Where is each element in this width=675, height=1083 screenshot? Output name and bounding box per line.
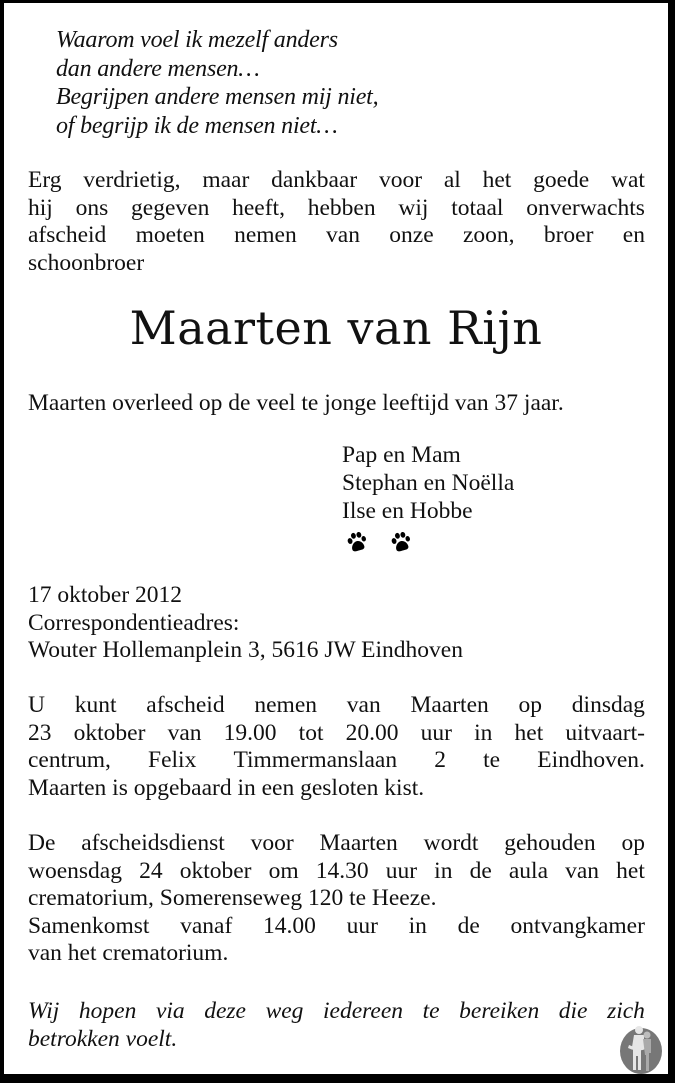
word: de xyxy=(457,912,480,939)
word: oktober xyxy=(73,719,146,746)
word: de xyxy=(469,857,492,884)
service-line: van het crematorium. xyxy=(28,940,229,966)
word: hopen xyxy=(78,998,137,1024)
word: gegeven xyxy=(131,194,210,221)
word: te xyxy=(422,998,440,1024)
word: het xyxy=(482,167,512,193)
correspondence-address: Wouter Hollemanplein 3, 5616 JW Eindhoven xyxy=(28,637,463,663)
age-paragraph xyxy=(28,390,645,418)
word: nemen xyxy=(234,222,297,248)
word: uur xyxy=(346,912,378,939)
closing-line: betrokken voelt. xyxy=(28,1025,178,1052)
embracing-figures-logo-icon xyxy=(616,1023,666,1075)
word: aula xyxy=(508,857,548,884)
word: centrum, xyxy=(28,747,111,773)
word: kunt xyxy=(74,692,117,718)
word: wat xyxy=(610,167,645,193)
word: verdrietig, xyxy=(83,167,181,193)
notice-date: 17 oktober 2012 xyxy=(28,582,183,608)
word: onze xyxy=(389,222,434,248)
word: oktober xyxy=(179,857,252,884)
word: goede xyxy=(533,167,590,193)
visitation-line xyxy=(28,747,645,775)
word: afscheidsdienst xyxy=(81,830,225,856)
poem-line: dan andere mensen… xyxy=(56,55,260,82)
age-line: Maarten overleed op de veel te jonge leeftijd van 37 jaar. xyxy=(28,390,564,416)
poem xyxy=(56,26,378,140)
word: De xyxy=(28,830,56,856)
word: deze xyxy=(204,998,246,1024)
deceased-name: Maarten van Rijn xyxy=(129,301,543,355)
word: in xyxy=(434,857,453,884)
visitation-line xyxy=(28,720,645,748)
word: uur xyxy=(385,857,418,884)
word: tot xyxy=(298,719,324,746)
intro-line: schoonbroer xyxy=(28,249,145,276)
poem-line: Begrijpen andere mensen mij niet, xyxy=(56,84,379,110)
word: te xyxy=(483,747,501,773)
word: woensdag xyxy=(28,857,122,884)
word: en xyxy=(622,222,645,248)
word: bereiken xyxy=(459,998,540,1024)
word: onverwachts xyxy=(526,194,645,221)
poem-line: of begrijp ik de mensen niet… xyxy=(56,112,338,139)
word: Eindhoven. xyxy=(537,747,645,773)
word: van xyxy=(167,719,202,746)
word: uur xyxy=(420,719,452,746)
family-line: Ilse en Hobbe xyxy=(342,498,473,524)
word: 14.00 xyxy=(263,912,316,939)
word: Samenkomst xyxy=(28,912,150,939)
word: hebben xyxy=(307,194,376,221)
word: van xyxy=(346,692,381,718)
word: zoon, xyxy=(462,222,515,248)
word: voor xyxy=(250,830,294,856)
poem-line: Waarom voel ik mezelf anders xyxy=(56,27,338,53)
word: al xyxy=(443,167,461,193)
paw-print-icon xyxy=(346,531,368,553)
word: wij xyxy=(398,194,429,221)
paw-print-icon xyxy=(390,531,412,553)
word: afscheid xyxy=(146,692,225,718)
word: nemen xyxy=(254,692,317,718)
word: 23 xyxy=(28,719,52,746)
word: iedereen xyxy=(323,998,404,1024)
word: op xyxy=(518,692,543,718)
word: zich xyxy=(607,998,645,1024)
family-signatures xyxy=(342,441,514,525)
intro-paragraph xyxy=(28,167,645,277)
word: U xyxy=(28,692,45,718)
word: afscheid xyxy=(28,222,107,248)
word: het xyxy=(514,719,544,746)
closing-paragraph xyxy=(28,998,645,1053)
word: Maarten xyxy=(410,692,489,718)
word: weg xyxy=(265,998,304,1024)
word: om xyxy=(268,857,299,884)
correspondence-label: Correspondentieadres: xyxy=(28,609,240,636)
family-line: Stephan en Noëlla xyxy=(342,470,515,496)
contact-block xyxy=(28,582,645,665)
closing-line xyxy=(28,998,645,1026)
word: ontvangkamer xyxy=(510,912,645,939)
word: dinsdag xyxy=(571,692,645,718)
service-line xyxy=(28,858,645,886)
word: via xyxy=(155,998,185,1024)
visitation-line: Maarten is opgebaard in een gesloten kist. xyxy=(28,774,425,801)
word: 20.00 xyxy=(345,719,399,746)
family-line: Pap en Mam xyxy=(342,442,461,468)
word: dankbaar xyxy=(271,167,358,193)
word: die xyxy=(558,998,588,1024)
word: maar xyxy=(202,167,250,193)
death-notice xyxy=(4,3,668,1074)
word: uitvaart- xyxy=(565,719,645,746)
word: heeft, xyxy=(232,194,285,221)
intro-line xyxy=(28,195,645,223)
word: totaal xyxy=(451,194,504,221)
word: ons xyxy=(75,194,109,221)
paw-prints xyxy=(346,531,412,553)
word: 14.30 xyxy=(315,857,369,884)
word: op xyxy=(621,830,645,856)
word: Maarten xyxy=(319,830,398,856)
intro-line xyxy=(28,167,645,195)
word: vanaf xyxy=(180,912,233,939)
word: Erg xyxy=(28,167,62,193)
word: van xyxy=(565,857,600,884)
word: Wij xyxy=(28,998,60,1024)
word: 24 xyxy=(139,857,163,884)
word: wordt xyxy=(423,830,479,856)
word: broer xyxy=(543,222,594,248)
word: gehouden xyxy=(504,830,596,856)
word: moeten xyxy=(135,222,205,248)
word: 2 xyxy=(434,747,446,773)
service-line xyxy=(28,913,645,941)
word: het xyxy=(616,857,645,884)
intro-line xyxy=(28,222,645,250)
visitation-paragraph xyxy=(28,692,645,802)
word: Timmermanslaan xyxy=(233,747,398,773)
word: hij xyxy=(28,194,53,221)
word: Felix xyxy=(148,747,197,773)
word: in xyxy=(474,719,493,746)
visitation-line xyxy=(28,692,645,720)
service-line: crematorium, Somerenseweg 120 te Heeze. xyxy=(28,885,437,911)
word: 19.00 xyxy=(223,719,277,746)
word: in xyxy=(408,912,427,939)
service-line xyxy=(28,830,645,858)
word: van xyxy=(326,222,360,248)
word: voor xyxy=(378,167,423,193)
service-paragraph xyxy=(28,830,645,968)
